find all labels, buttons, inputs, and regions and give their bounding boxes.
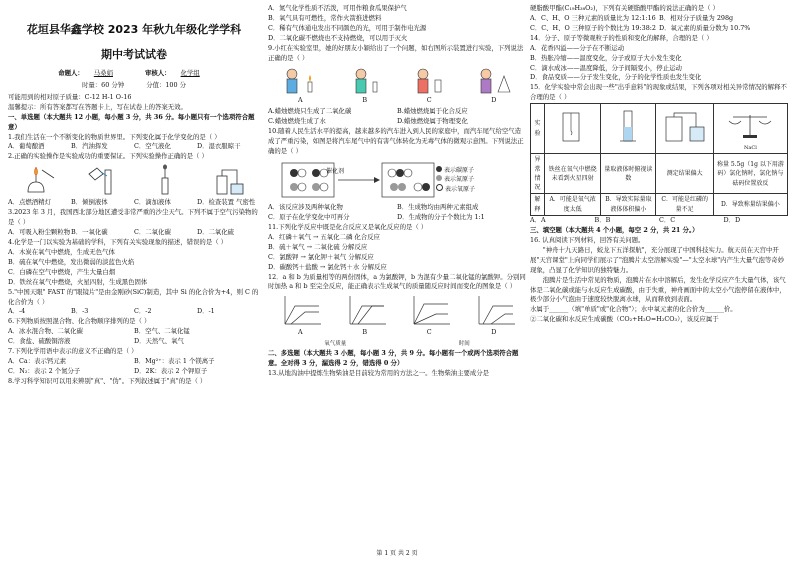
oxygen-mass-graph bbox=[277, 294, 323, 328]
figure-b bbox=[343, 66, 387, 106]
graph-c bbox=[406, 294, 452, 338]
section-1-heading: 一、单选题（本大题共 12 小题，每小题 3 分，共 36 分。每小题只有一个选项符合题意） bbox=[8, 112, 255, 131]
option: C．滴加液体 bbox=[134, 198, 171, 207]
option: D．铁丝在氧气中燃烧，火星四射，生成黑色固体 bbox=[8, 277, 148, 286]
column-right bbox=[530, 4, 788, 325]
option: B．相对分子质量为 298g bbox=[659, 13, 734, 22]
molecule-diagram bbox=[278, 159, 438, 201]
iron-wire-figure bbox=[551, 109, 595, 145]
question-8: 8.学习科学知识可以用来辨别"真"、"伪"。下列叙述属于"真"的是（ ） bbox=[8, 376, 207, 385]
question-9-figures bbox=[268, 66, 526, 106]
oxygen-mass-graph bbox=[406, 294, 452, 328]
table-cell: 量取液体时俯视读数 bbox=[601, 154, 656, 194]
table-cell bbox=[713, 104, 787, 154]
table-cell bbox=[544, 104, 600, 154]
question-2-figures bbox=[8, 164, 260, 196]
legend-item: 表示氮原子 bbox=[436, 175, 475, 184]
catalyst-label: 催化剂 bbox=[326, 168, 345, 176]
option: B．Mg²⁺：表示 1 个镁离子 bbox=[134, 357, 215, 366]
figure-label: A bbox=[297, 95, 303, 104]
option: C．二氧化碳 bbox=[134, 228, 171, 237]
legend-item: 表示氧原子 bbox=[436, 184, 475, 194]
option: C．氯酸钾 → 氯化钾＋氧气 分解反应 bbox=[268, 252, 374, 261]
question-11: 11.下列化学反应中既是化合反应又是氧化反应的是（ ） bbox=[268, 222, 428, 231]
graph-a bbox=[277, 294, 323, 338]
option: A．木炭在氧气中燃烧，生成无色气体 bbox=[8, 247, 115, 256]
question-13-options bbox=[530, 14, 788, 34]
table-row bbox=[531, 194, 788, 216]
figure-label: D bbox=[491, 95, 497, 104]
row-label: 实验 bbox=[531, 104, 545, 154]
question-15-options bbox=[530, 216, 788, 226]
balance-figure bbox=[725, 105, 775, 141]
option: D．氧元素的质量分数为 10.7% bbox=[659, 23, 751, 32]
person-candle-icon bbox=[407, 66, 451, 96]
question-2-options bbox=[8, 198, 260, 208]
question-15: 15．化学实验中常会出现一些"出乎意料"的现象或结果，下列各项对相关异常情况的解释不合理的是（ ） bbox=[530, 83, 787, 102]
option: B．汽油挥发 bbox=[71, 142, 108, 151]
graph-d bbox=[471, 294, 517, 338]
option: B．空气、二氧化锰 bbox=[134, 327, 190, 336]
question-3: 3.2023 年 3 月，我国西北部分地区遭受非常严重的沙尘天气。下列不属于空气污染物的是（ ） bbox=[8, 208, 258, 227]
option: C.蜡烛燃烧生成了水 bbox=[268, 117, 326, 126]
option: B．B bbox=[594, 216, 611, 225]
question-1: 1.我们生活在一个不断变化的物质世界里。下列变化属于化学变化的是（ ） bbox=[8, 132, 221, 141]
option: D．2K：表示 2 个钾原子 bbox=[134, 366, 208, 375]
option: A．葡萄酿酒 bbox=[8, 142, 45, 151]
option: B．硫＋氧气 → 二氧化硫 分解反应 bbox=[268, 242, 368, 251]
table-cell: D．导致称量结果偏小 bbox=[713, 194, 787, 216]
table-cell: B．导致实际量取液体体积偏小 bbox=[601, 194, 656, 216]
option: D．二氧化碳不燃烧也不支持燃烧，可以用于灭火 bbox=[268, 33, 408, 42]
question-15-table bbox=[530, 103, 788, 216]
question-3-options bbox=[8, 228, 260, 238]
option: C．空气液化 bbox=[134, 142, 171, 151]
column-left bbox=[8, 4, 260, 387]
option: D．湿衣服晾干 bbox=[197, 142, 241, 151]
reviewer-name: 化学组 bbox=[180, 68, 200, 77]
question-12-graphs bbox=[268, 294, 526, 338]
option: A．该反应涉及两种氧化物 bbox=[268, 203, 343, 212]
table-cell bbox=[656, 104, 713, 154]
pouring-liquid-figure bbox=[83, 164, 123, 196]
option: B．热胀冷缩——温度变化，分子或原子大小发生变化 bbox=[530, 53, 682, 62]
option: C．滴水成冰——温度降低，分子间隔变小，停止运动 bbox=[530, 63, 682, 72]
graph-b bbox=[342, 294, 388, 338]
option: C．白磷在空气中燃烧，产生大量白烟 bbox=[8, 267, 116, 276]
option: D．检查装置 气密性 bbox=[197, 198, 256, 207]
person-candle-icon bbox=[472, 66, 516, 96]
nacl-label: NaCl bbox=[744, 144, 757, 151]
option: D．生成物的分子个数比为 1:1 bbox=[397, 212, 485, 221]
option: B．倾倒液体 bbox=[71, 198, 108, 207]
option: A．C、H、O 三种元素的质量比为 12:1:16 bbox=[530, 13, 656, 22]
row-label: 解释 bbox=[531, 194, 545, 216]
exam-tip: 温馨提示：所有答案都写在答题卡上，写在试卷上的答案无效。 bbox=[8, 102, 187, 111]
question-10-diagram bbox=[278, 159, 526, 201]
option: B．硫在氧气中燃烧，发出微弱的淡蓝色火焰 bbox=[8, 257, 135, 266]
option: B.蜡烛燃烧属于化合反应 bbox=[397, 107, 468, 116]
exam-time-score bbox=[8, 81, 260, 91]
exam-score: 分值：100 分 bbox=[146, 80, 186, 89]
option: D．天然气、氧气 bbox=[134, 337, 184, 346]
column-middle bbox=[268, 4, 526, 379]
question-16-blank-2: ②二氧化碳和水反应生成碳酸（CO₂+H₂O=H₂CO₃），该反应属于 bbox=[530, 315, 719, 324]
question-6: 6.下列物质按照混合物、化合物顺序排列的是（ ） bbox=[8, 317, 151, 326]
section-2-heading: 二、多选题（本大题共 3 小题，每小题 3 分，共 9 分。每小题有一个或两个选项符合题意。全对得 3 分，漏选得 2 分，错选得 0 分） bbox=[268, 348, 519, 367]
option: A．A bbox=[530, 216, 546, 225]
table-cell bbox=[601, 104, 656, 154]
option: C．稀有气体通电发出不同颜色的光，可用于制作电光源 bbox=[268, 23, 427, 32]
alcohol-lamp-figure bbox=[20, 164, 60, 196]
oxygen-mass-graph bbox=[342, 294, 388, 328]
figure-d bbox=[472, 66, 516, 106]
option: D．二氧化硫 bbox=[197, 228, 235, 237]
row-label: 异常情况 bbox=[531, 154, 545, 194]
option: A.蜡烛燃烧只生成了二氧化碳 bbox=[268, 107, 352, 116]
question-5: 5."中国天眼" FAST 的"眼镜片"是由金刚砂(SiC)制造，其中 Si 的化合价为+4，则 C 的化合价为（ ） bbox=[8, 287, 259, 306]
legend-item: 表示碳原子 bbox=[436, 166, 475, 175]
table-cell: A．可能是氧气浓度太低 bbox=[544, 194, 600, 216]
axis-label-x: 时间 bbox=[458, 341, 470, 348]
option: D．-1 bbox=[197, 307, 215, 316]
oxygen-mass-graph bbox=[471, 294, 517, 328]
cylinder-figure bbox=[606, 109, 650, 145]
table-row bbox=[531, 104, 788, 154]
option: D．D bbox=[723, 216, 741, 225]
question-13-continued: 硬脂酸甲酯(C₁₉H₃₈O₂)，下列有关硬脂酸甲酯的说法正确的是（ ） bbox=[530, 4, 719, 12]
option: B．一氧化碳 bbox=[71, 228, 108, 237]
axis-label-y: 氧气质量 bbox=[324, 341, 347, 348]
option: D．食品变质——分子发生变化，分子的化学性质也发生变化 bbox=[530, 73, 702, 82]
question-9-options bbox=[268, 107, 526, 127]
option: A．红磷＋氧气 → 五氧化二磷 化合反应 bbox=[268, 232, 380, 241]
table-row bbox=[531, 154, 788, 194]
option: C．N₂：表示 2 个氮分子 bbox=[8, 366, 81, 375]
atomic-masses: 可能用到的相对原子质量：C-12 H-1 O-16 bbox=[8, 92, 132, 101]
question-4: 4.化学是一门以实验为基础的学科，下列有关实验现象的描述，错误的是（ ） bbox=[8, 237, 228, 246]
figure-label: C bbox=[426, 328, 432, 337]
exam-authors bbox=[8, 69, 260, 79]
option: C．C bbox=[659, 216, 676, 225]
question-14: 14．分子、原子等微观粒子的性质和变化的解释，合理的是（ ） bbox=[530, 33, 713, 42]
question-16-paragraph-1: "神舟十九天路日，蛟龙下五洋探航"，充分展现了中国科技实力。航天员在天宫中开展"天宫课堂"上向同学们展示了"泡腾片太空溶解实验"—"太空水球"内产生大量气泡等奇妙现象，凸显了化学知识的独特魅力。 bbox=[530, 245, 785, 274]
figure-label: D bbox=[491, 328, 497, 337]
molecule-legend bbox=[436, 166, 475, 195]
question-9: 9.小红在实验室里，她的好朋友小颖给出了一个问题，如右图所示装置进行实验，下列说法正确的是（ ） bbox=[268, 43, 524, 62]
exam-subtitle: 期中考试试卷 bbox=[101, 47, 167, 61]
option: B．生成物均由两种元素组成 bbox=[397, 203, 479, 212]
option: A．冰水混合物、二氧化碳 bbox=[8, 327, 83, 336]
figure-label: B bbox=[362, 328, 368, 337]
option: D．碳酸钙＋盐酸 → 氯化钙＋水 分解反应 bbox=[268, 262, 387, 271]
table-cell: C．可能是红磷的量不足 bbox=[656, 194, 713, 216]
option: A．-4 bbox=[8, 307, 26, 316]
figure-label: C bbox=[426, 95, 432, 104]
question-6-options bbox=[8, 327, 260, 347]
figure-label: B bbox=[362, 95, 368, 104]
question-2: 2.正确的实验操作是实验成功的重要保证。下列实验操作正确的是（ ） bbox=[8, 152, 208, 161]
option: C．-2 bbox=[134, 307, 152, 316]
option: B．氧气具有可燃性，常作火箭推进燃料 bbox=[268, 13, 382, 22]
exam-time: 时量：60 分钟 bbox=[82, 80, 125, 89]
question-16: 16. 认真阅读下列材料，回答有关问题。 bbox=[530, 235, 645, 244]
person-candle-icon bbox=[278, 66, 322, 96]
reviewer-label: 审核人： bbox=[145, 68, 171, 77]
option: A．花香四溢——分子在不断运动 bbox=[530, 43, 625, 52]
exam-title: 花垣县华鑫学校 2023 年秋九年级化学学科 bbox=[26, 23, 242, 36]
author-label: 命题人： bbox=[58, 68, 84, 77]
option: A．点燃酒精灯 bbox=[8, 198, 51, 207]
airtightness-figure bbox=[209, 164, 249, 196]
question-10-options bbox=[268, 203, 526, 223]
figure-c bbox=[407, 66, 451, 106]
figure-label: A bbox=[297, 328, 303, 337]
table-cell: 称量 5.5g（1g 以下用游码）氯化钠时，氯化钠与砝码位置放反 bbox=[713, 154, 787, 194]
question-16-blank-1: 水属于______（填"单质"或"化合物"）；水中氧元素的化合价为______价。 bbox=[530, 305, 737, 314]
author-name: 马桑娟 bbox=[93, 68, 113, 77]
question-10: 10.随着人民生活水平的提高，越来越多的汽车进入到人民的家庭中，而汽车尾气给空气造成了严重污染，如图是将汽车尾气中的有害气体转化为无毒气体的微观示意图。下列说法正确的是（ ） bbox=[268, 127, 524, 156]
question-7: 7.下列化学用语中表示的意义不正确的是（ ） bbox=[8, 347, 138, 356]
section-3-heading: 三、填空题（本大题共 4 个小题，每空 2 分，共 21 分。） bbox=[530, 225, 699, 234]
red-phosphorus-figure bbox=[660, 109, 710, 145]
option: D.蜡烛燃烧属于物理变化 bbox=[397, 117, 468, 126]
page-footer: 第 1 页 共 2 页 bbox=[376, 550, 418, 557]
question-7-options bbox=[8, 357, 260, 377]
question-1-options bbox=[8, 142, 260, 152]
question-12: 12．a 和 b 为质量相等的两份固体，a 为氯酸钾，b 为混有少量二氧化锰的氯酸钾。分别同时加热 a 和 b 至完全反应，能正确表示生成氧气的质量随反应时间而变化的图象是（ ） bbox=[268, 272, 526, 291]
figure-a bbox=[278, 66, 322, 106]
option: C．食盐、硫酸铜溶液 bbox=[8, 337, 71, 346]
option: B．-3 bbox=[71, 307, 89, 316]
person-candle-icon bbox=[343, 66, 387, 96]
option: A．氮气化学性质不活泼，可用作粮食瓜果保护气 bbox=[268, 4, 407, 12]
option: C．原子在化学变化中可再分 bbox=[268, 212, 350, 221]
option: A．可吸入粉尘颗粒物 bbox=[8, 228, 71, 237]
option: A．Ca：表示钙元素 bbox=[8, 357, 67, 366]
question-16-paragraph-2: 泡腾片是生活中常见的物质，泡腾片在水中溶解后，发生化学反应产生大量气体，该气体是二氧化碳或能与水反应生成碳酸，由于失重，神舟画面中的太空小气泡停留在液体中，极少部分小气泡由于速度较快脱离水球，从而释放到表面。 bbox=[530, 275, 786, 304]
dropper-figure bbox=[146, 164, 186, 196]
question-5-options bbox=[8, 307, 260, 317]
question-13: 13.从地沟油中提炼生物柴油是目前较为常用的方法之一。生物柴油主要成分是 bbox=[268, 368, 490, 377]
option: C．C、H、O 三种原子的个数比为 19:38:2 bbox=[530, 23, 656, 32]
table-cell: 铁丝在氧气中燃烧未看到火星四射 bbox=[544, 154, 600, 194]
question-12-axis-labels bbox=[268, 340, 526, 349]
table-cell: 测定结果偏大 bbox=[656, 154, 713, 194]
